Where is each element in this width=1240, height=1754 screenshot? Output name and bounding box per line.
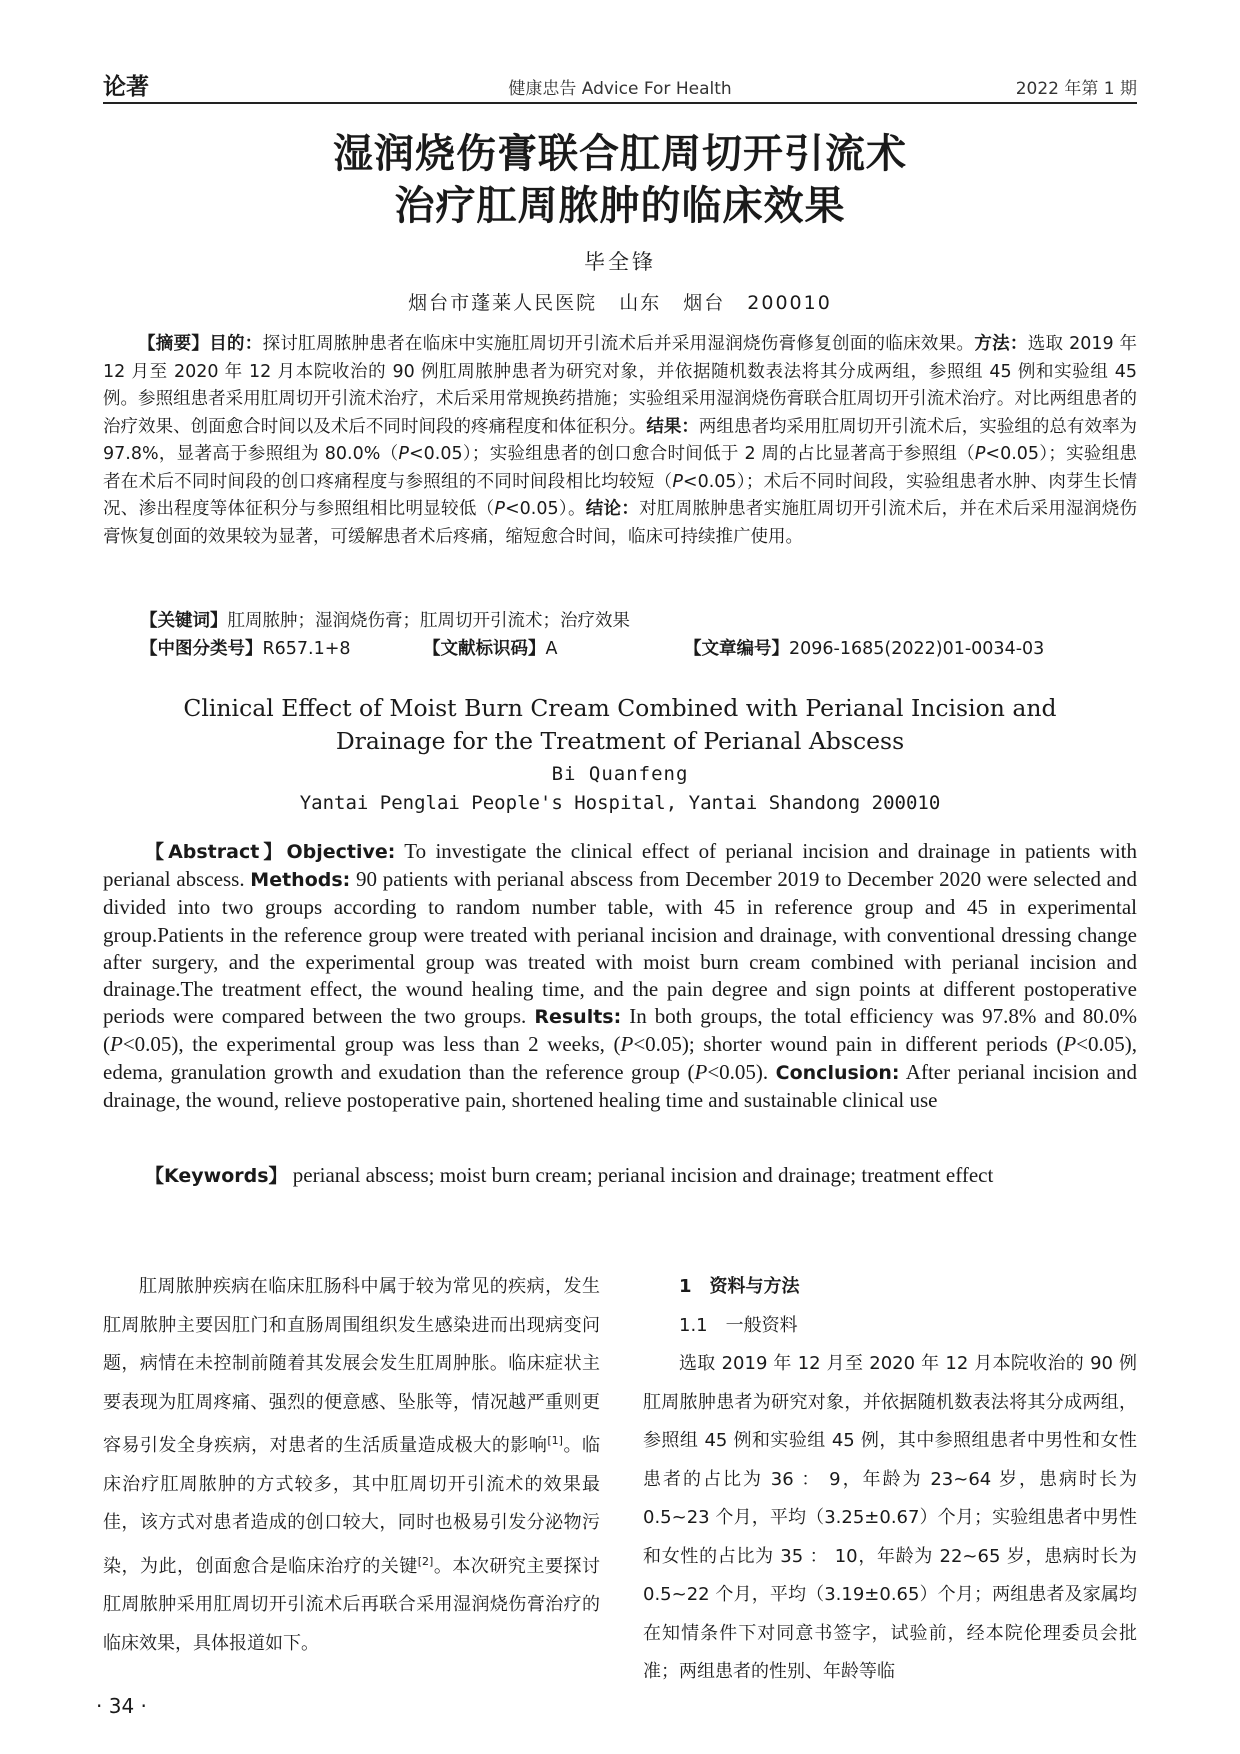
author-name-en: Bi Quanfeng bbox=[551, 763, 689, 785]
clc-cell bbox=[140, 636, 423, 663]
results-text: 两组患者均采用肛周切开引流术后，实验组的总有效率为 97.8%，显著高于参照组为 80.0%（P<0.05）；实验组患者的创口愈合时间低于 2 周的占比显著高于参照组（P<0.05）；实验组患者在术后不同时间段的创口疼痛程度与参照组的不同时间段相比均较短（P<0.05）；术后不同时间段，实验组患者水肿、肉芽生长情况、渗出程度等体征积分与参照组相比明显较低（P<0.05）。 bbox=[103, 416, 1138, 519]
conclusion-label: 结论： bbox=[585, 499, 640, 519]
page-number: · 34 · bbox=[96, 1694, 147, 1718]
keywords-zh bbox=[140, 608, 1137, 635]
section-label: 论著 bbox=[103, 74, 149, 100]
citation-2: [2] bbox=[417, 1554, 434, 1568]
conclusion-text: 对肛周脓肿患者实施肛周切开引流术后，并在术后采用湿润烧伤膏恢复创面的效果较为显著，可缓解患者术后疼痛，缩短愈合时间，临床可持续推广使用。 bbox=[103, 499, 1138, 547]
abstract-zh-label: 【摘要】 bbox=[138, 334, 210, 354]
results-en-text: In both groups, the total efficiency was 97.8% and 80.0% (P<0.05), the experimental group was less than 2 weeks, (P<0.05); shorter wound pain in different periods (P<0.05), edema, granulation growth and exudation than the reference group (P<0.05). bbox=[103, 1004, 1138, 1084]
paper-title bbox=[103, 128, 1137, 232]
methods-text: 选取 2019 年 12 月至 2020 年 12 月本院收治的 90 例肛周脓肿患者为研究对象，并依据随机数表法将其分成两组，参照组 45 例和实验组 45 例。参照组患者采用肛周切开引流术治疗，术后采用常规换药措施；实验组采用湿润烧伤膏联合肛周切开引流术治疗。对比两组患者的治疗效果、创面愈合时间以及术后不同时间段的疼痛程度和体征积分。 bbox=[103, 334, 1138, 437]
abstract-zh bbox=[103, 331, 1137, 551]
clc-value: R657.1+8 bbox=[262, 639, 351, 659]
author-affiliation: 烟台市蓬莱人民医院 山东 烟台 200010 bbox=[408, 292, 832, 314]
classification-line bbox=[140, 636, 1137, 663]
methods-en-label: Methods: bbox=[250, 869, 351, 892]
title-en-line-2: Drainage for the Treatment of Perianal Abscess bbox=[335, 727, 905, 755]
doc-code-value: A bbox=[545, 639, 558, 659]
keywords-zh-label: 【关键词】 bbox=[140, 611, 228, 631]
keywords-en bbox=[103, 1162, 1137, 1190]
conclusion-en-label: Conclusion: bbox=[775, 1061, 900, 1084]
author-name: 毕全锋 bbox=[584, 250, 656, 274]
doc-code-cell bbox=[423, 636, 684, 663]
objective-en-text: To investigate the clinical effect of perianal incision and drainage in patients with perianal abscess. bbox=[103, 839, 1138, 892]
journal-name: 健康忠告 Advice For Health bbox=[508, 79, 732, 99]
title-line-2: 治疗肛周脓肿的临床效果 bbox=[394, 183, 846, 229]
methods-en-text: 90 patients with perianal abscess from December 2019 to December 2020 were selected and divided into two groups according to random number table, with 45 in reference group and 45 in experimental group.Patients in the reference group were treated with perianal incision and drainage, with conventional dressing change after surgery, and the experimental group was treated with moist burn cream combined with perianal incision and drainage.The treatment effect, the wound healing time, and the pain degree and sign points at different postoperative periods were compared between the two groups. bbox=[103, 867, 1137, 1029]
intro-text-1: 肛周脓肿疾病在临床肛肠科中属于较为常见的疾病，发生肛周脓肿主要因肛门和直肠周围组织发生感染进而出现病变问题，病情在未控制前随着其发展会发生肛周肿胀。临床症状主要表现为肛周疼痛、强烈的便意感、坠胀等，情况越严重则更容易引发全身疾病，对患者的生活质量造成极大的影响 bbox=[103, 1276, 600, 1456]
abstract-en-label: 【Abstract】 bbox=[145, 841, 287, 863]
objective-en-label: Objective: bbox=[286, 841, 396, 863]
body-right-column bbox=[643, 1268, 1137, 1692]
subsection-heading: 1.1 一般资料 bbox=[679, 1314, 798, 1336]
paper-title-en bbox=[103, 692, 1137, 758]
conclusion-en-text: After perianal incision and drainage, the wound, relieve postoperative pain, shortened healing time and sustainable clinical use bbox=[103, 1059, 1137, 1112]
article-number-label: 【文章编号】 bbox=[684, 639, 789, 659]
keywords-zh-text: 肛周脓肿；湿润烧伤膏；肛周切开引流术；治疗效果 bbox=[227, 611, 630, 631]
keywords-en-text: perianal abscess; moist burn cream; perianal incision and drainage; treatment effect bbox=[287, 1163, 994, 1187]
title-en-line-1: Clinical Effect of Moist Burn Cream Combined with Perianal Incision and bbox=[183, 694, 1057, 722]
article-number-value: 2096-1685(2022)01-0034-03 bbox=[789, 639, 1045, 659]
running-header bbox=[103, 68, 1137, 104]
objective-label: 目的： bbox=[209, 334, 263, 354]
doc-code-label: 【文献标识码】 bbox=[423, 639, 546, 659]
clc-label: 【中图分类号】 bbox=[140, 639, 263, 659]
body-left-column bbox=[103, 1268, 600, 1663]
author-affiliation-en: Yantai Penglai People's Hospital, Yantai Shandong 200010 bbox=[299, 792, 941, 814]
results-en-label: Results: bbox=[534, 1006, 622, 1029]
intro-text-2: 。临床治疗肛周脓肿的方式较多，其中肛周切开引流术的效果最佳，该方式对患者造成的创口较大，同时也极易引发分泌物污染，为此，创面愈合是临床治疗的关键 bbox=[103, 1435, 600, 1577]
issue-label: 2022 年第 1 期 bbox=[1015, 79, 1137, 99]
title-line-1: 湿润烧伤膏联合肛周切开引流术 bbox=[333, 131, 907, 177]
section-heading: 1 资料与方法 bbox=[679, 1276, 800, 1297]
intro-text-3: 。本次研究主要探讨肛周脓肿采用肛周切开引流术后再联合采用湿润烧伤膏治疗的临床效果，具体报道如下。 bbox=[103, 1555, 600, 1654]
results-label: 结果： bbox=[646, 416, 699, 437]
methods-label: 方法： bbox=[974, 334, 1028, 354]
abstract-en bbox=[103, 838, 1137, 1114]
keywords-en-label: 【Keywords】 bbox=[145, 1165, 288, 1187]
objective-text: 探讨肛周脓肿患者在临床中实施肛周切开引流术后并采用湿润烧伤膏修复创面的临床效果。 bbox=[262, 334, 975, 354]
general-data-paragraph: 选取 2019 年 12 月至 2020 年 12 月本院收治的 90 例肛周脓肿患者为研究对象，并依据随机数表法将其分成两组，参照组 45 例和实验组 45 例，其中参照组患者中男性和女性患者的占比为 36 ： 9，年龄为 23~64 岁，患病时长为 0.5~23 个月，平均（3.25±0.67）个月；实验组患者中男性和女性的占比为 35 ： 10，年龄为 22~65 岁，患病时长为 0.5~22 个月，平均（3.19±0.65）个月；两组患者及家属均在知情条件下对同意书签字，试验前，经本院伦理委员会批准；两组患者的性别、年龄等临 bbox=[643, 1353, 1137, 1682]
citation-1: [1] bbox=[547, 1434, 563, 1447]
article-number-cell bbox=[684, 636, 1044, 663]
